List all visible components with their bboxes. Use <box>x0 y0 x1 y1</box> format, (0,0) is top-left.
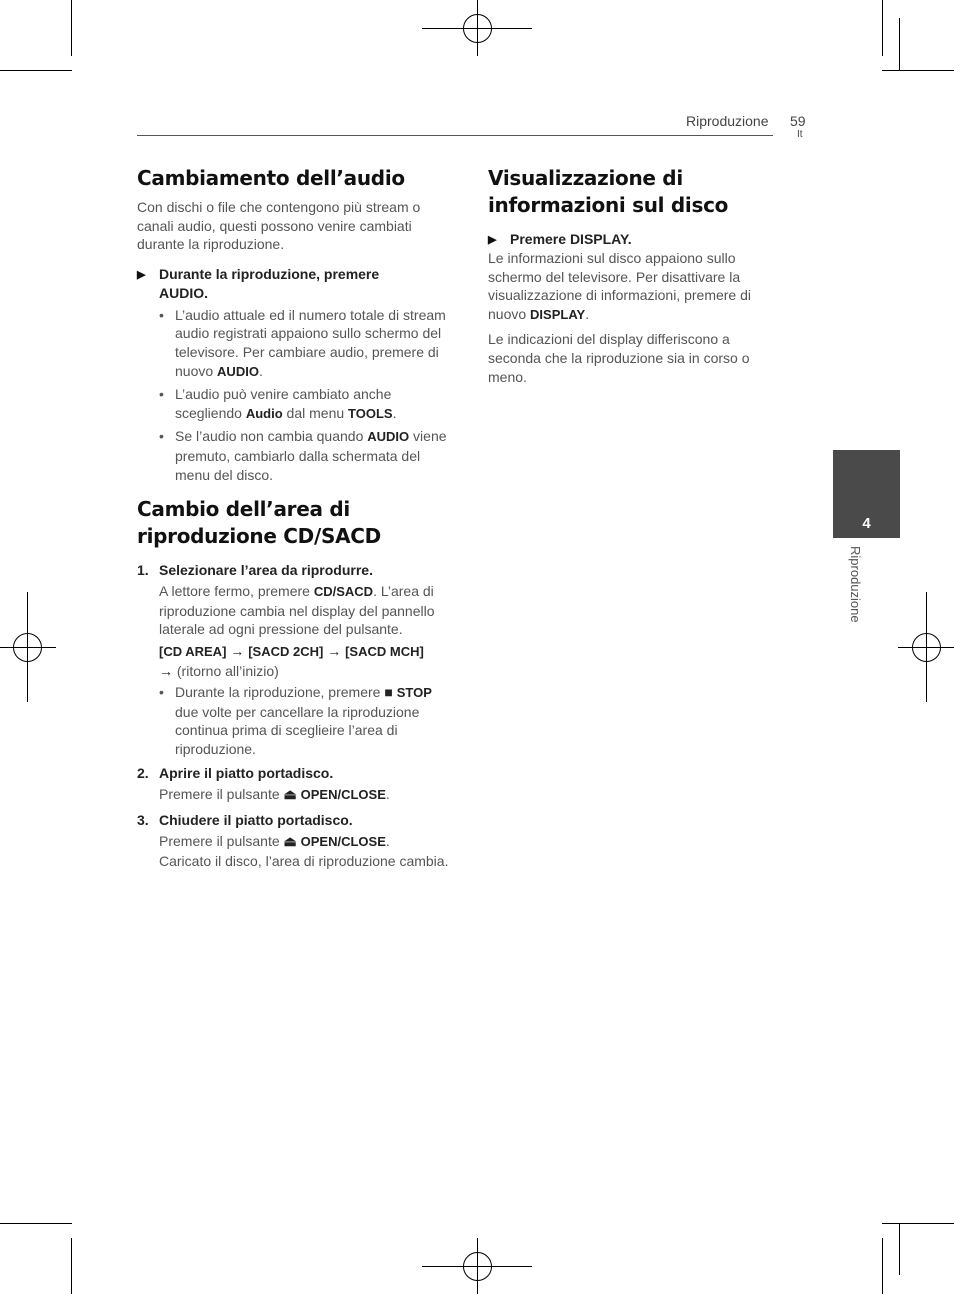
header-rule <box>137 135 773 136</box>
step-triangle-icon: ▶ <box>488 234 497 246</box>
disc-info-text-1: Le informazioni sul disco appaiono sullo schermo del televisore. Per disattivare la visualizzazione di informazioni, premere di nuovo DISPLAY. <box>488 250 752 322</box>
cd-sacd-step-2-text: Premere il pulsante ⏏ OPEN/CLOSE. <box>159 786 390 803</box>
audio-step: ▶ Durante la riproduzione, premere AUDIO. <box>137 265 380 301</box>
eject-icon: ⏏ <box>283 833 297 850</box>
disc-info-step: ▶ Premere DISPLAY. <box>488 230 776 249</box>
arrow-icon: → <box>327 642 342 659</box>
eject-icon: ⏏ <box>283 786 297 803</box>
language-code: It <box>797 129 803 140</box>
chapter-tab <box>833 450 900 538</box>
left-column <box>137 165 455 870</box>
cd-sacd-step-2: 2. Aprire il piatto portadisco. <box>137 765 334 782</box>
cd-sacd-step-1-text: A lettore fermo, premere CD/SACD. L’area di riproduzione cambia nel display del pannello laterale ad ogni pressione del pulsante. <box>159 583 435 638</box>
audio-notes <box>137 306 455 484</box>
cd-sacd-step-1: 1. Selezionare l’area da riprodurre. <box>137 562 373 579</box>
audio-note-1: • L’audio attuale ed il numero totale di stream audio registrati appaiono sullo schermo del televisore. Per cambiare audio, premere di nuovo AUDIO. <box>159 306 455 381</box>
audio-intro: Con dischi o file che contengono più stream o canali audio, questi possono venire cambiati durante la riproduzione. <box>137 199 421 253</box>
step-triangle-icon: ▶ <box>137 268 146 281</box>
page-number: 59 <box>790 113 806 129</box>
audio-note-3: • Se l’audio non cambia quando AUDIO viene premuto, cambiarlo dalla schermata del menu del disco. <box>159 427 455 484</box>
audio-note-2: • L’audio può venire cambiato anche scegliendo Audio dal menu TOOLS. <box>159 385 455 423</box>
section-title-disc-info: Visualizzazione di informazioni sul disco <box>488 166 729 217</box>
cd-sacd-notes <box>137 683 455 758</box>
stop-icon: ■ <box>384 684 393 701</box>
arrow-icon: → <box>230 642 245 659</box>
cd-sacd-step-3: 3. Chiudere il piatto portadisco. <box>137 812 353 829</box>
area-sequence: [CD AREA] → [SACD 2CH] → [SACD MCH] → (ritorno all’inizio) <box>159 642 424 679</box>
right-column <box>488 165 776 386</box>
disc-info-text-2: Le indicazioni del display differiscono a seconda che la riproduzione sia in corso o meno. <box>488 331 750 385</box>
chapter-tab-label: Riproduzione <box>848 546 863 623</box>
cd-sacd-step-3-text: Premere il pulsante ⏏ OPEN/CLOSE. Caricato il disco, l’area di riproduzione cambia. <box>159 833 449 869</box>
cd-sacd-note: • Durante la riproduzione, premere ■ STOP due volte per cancellare la riproduzione continua prima di sceglieire l’area di riproduzione. <box>159 683 455 758</box>
arrow-icon: → <box>159 662 173 679</box>
section-title-cd-sacd: Cambio dell’area di riproduzione CD/SACD <box>137 497 381 549</box>
running-header-section: Riproduzione <box>686 113 769 129</box>
chapter-number: 4 <box>862 515 871 532</box>
section-title-audio: Cambiamento dell’audio <box>137 166 405 190</box>
